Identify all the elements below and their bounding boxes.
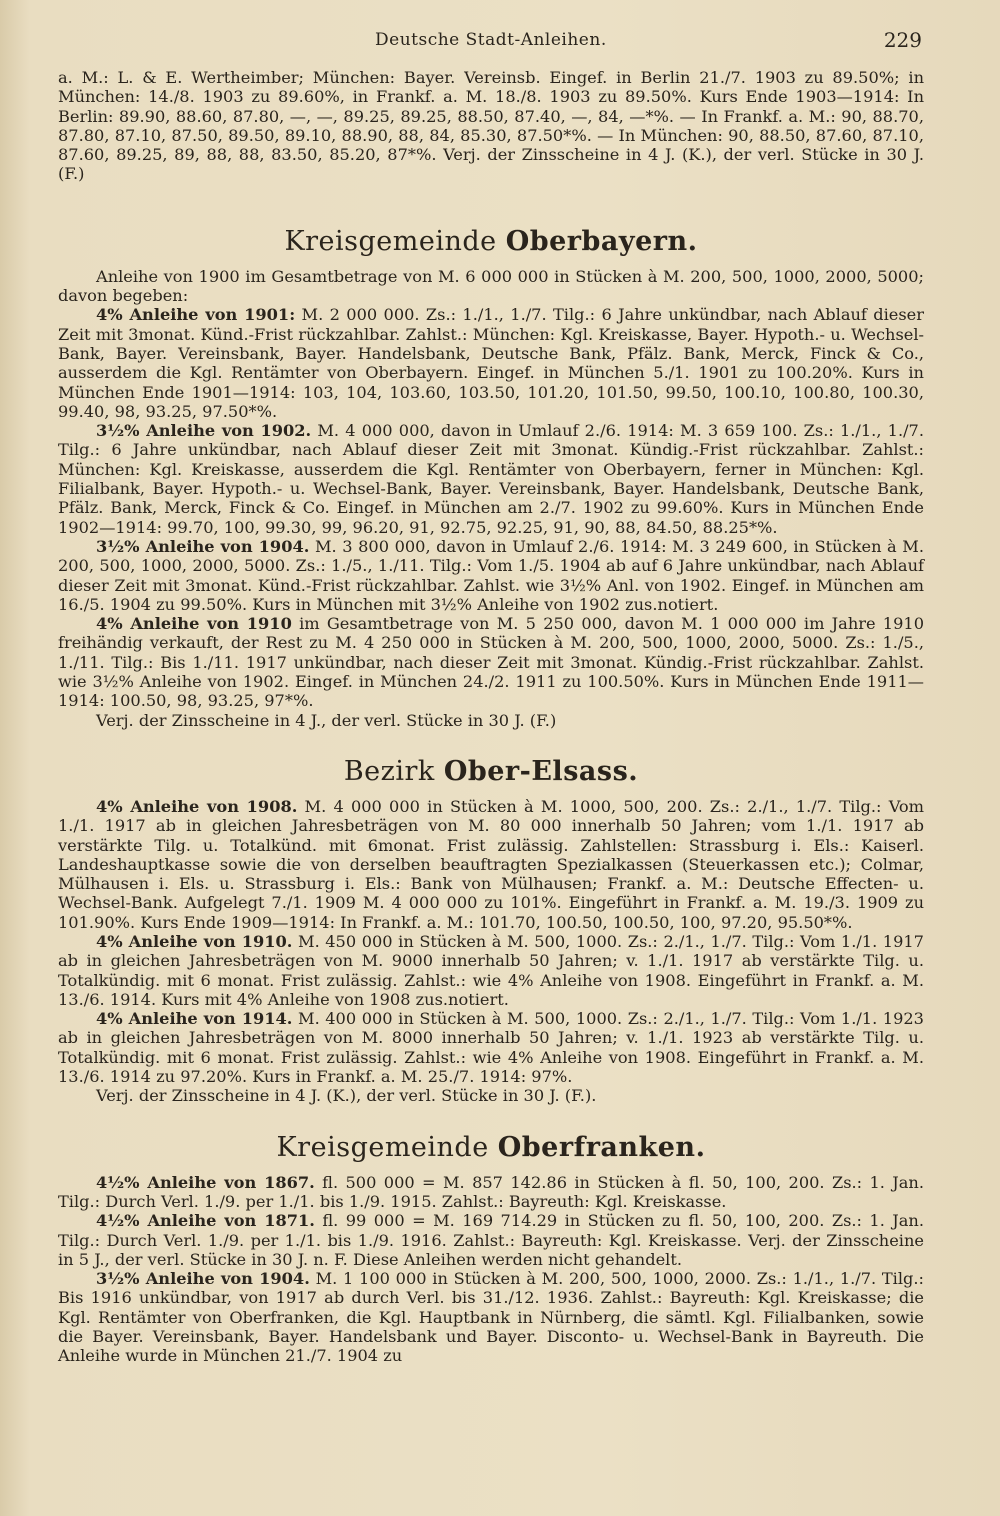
- section-heading-prefix: Kreisgemeinde: [276, 1131, 498, 1163]
- loan-title: 3½% Anleihe von 1904.: [96, 1269, 310, 1289]
- loan-text: M. 1 100 000 in Stücken à M. 200, 500, 1000, 2000. Zs.: 1./1., 1./7. Tilg.: Bis 1916 unkündbar, von 1917 ab durch Verl. bis 31./12. 1936. Zahlst.: Bayreuth: Kgl. Kreiskasse; die Kgl. Rentämter von Oberfranken, die Kgl. Hauptbank in Nürnberg, die sämtl. Kgl. Filialbanken, sowie die Bayer. Vereinsbank, Bayer. Handelsbank und Bayer. Disconto- u. Wechsel-Bank in Bayreuth. Die Anleihe wurde in München 21./7. 1904 zu: [58, 1269, 925, 1366]
- section-heading-oberfranken: [58, 1132, 924, 1164]
- loan-text: M. 3 800 000, davon in Umlauf 2./6. 1914: M. 3 249 600, in Stücken à M. 200, 500, 1000, 2000, 5000. Zs.: 1./5., 1./11. Tilg.: Vom 1./5. 1904 ab auf 6 Jahre unkündbar, nach Ablauf dieser Zeit mit 3monat. Künd.-Frist rückzahlbar. Zahlst. wie 3½% Anl. von 1902. Eingef. in München am 16./5. 1904 zu 99.50%. Kurs in München mit 3½% Anleihe von 1902 zus.notiert.: [58, 536, 924, 614]
- section-heading-prefix: Kreisgemeinde: [284, 225, 506, 257]
- section-heading-prefix: Bezirk: [343, 755, 444, 787]
- section-heading-oberbayern: [58, 226, 924, 258]
- loan-text: M. 4 000 000 in Stücken à M. 1000, 500, 200. Zs.: 2./1., 1./7. Tilg.: Vom 1./1. 1917 ab in gleichen Jahresbeträgen von M. 80 000 innerhalb 50 Jahren; vom 1./1. 1917 ab verstärkte Tilg. u. Totalkünd. mit 6monat. Frist zulässig. Zahlstellen: Strassburg i. Els.: Kaiserl. Landeshauptkasse sowie die von derselben beauftragten Spezialkassen (Steuerkassen etc.); Colmar, Mülhausen i. Els. u. Strassburg i. Els.: Bank von Mülhausen; Frankf. a. M.: Deutsche Effecten- u. Wechsel-Bank. Aufgelegt 7./1. 1909 M. 4 000 000 zu 101%. Eingeführt in Frankf. a. M. 19./3. 1909 zu 101.90%. Kurs Ende 1909—1914: In Frankf. a. M.: 101.70, 100.50, 100.50, 100, 97.20, 95.50*%.: [58, 796, 924, 932]
- loan-text: M. 400 000 in Stücken à M. 500, 1000. Zs.: 2./1., 1./7. Tilg.: Vom 1./1. 1923 ab in gleichen Jahresbeträgen von M. 8000 innerhalb 50 Jahren; v. 1./1. 1923 ab verstärkte Tilg. u. Totalkündig. mit 6 monat. Frist zulässig. Zahlst.: wie 4% Anleihe von 1908. Eingeführt in Frankf. a. M. 13./6. 1914 zu 97.20%. Kurs in Frankf. a. M. 25./7. 1914: 97%.: [58, 1009, 924, 1087]
- loan-title: 4½% Anleihe von 1867.: [96, 1172, 315, 1192]
- continued-paragraph: a. M.: L. & E. Wertheimber; München: Bayer. Vereinsb. Eingef. in Berlin 21./7. 1903 zu 89.50%; in München: 14./8. 1903 zu 89.60%, in Frankf. a. M. 18./8. 1903 zu 89.50%. Kurs Ende 1903—1914: In Berlin: 89.90, 88.60, 87.80, —, —, 89.25, 89.25, 88.50, 87.40, —, 84, —*%. — In Frankf. a. M.: 90, 88.70, 87.80, 87.10, 87.50, 89.50, 89.10, 88.90, 88, 84, 85.30, 87.50*%. — In München: 90, 88.50, 87.60, 87.10, 87.60, 89.25, 89, 88, 88, 83.50, 85.20, 87*%. Verj. der Zinsscheine in 4 J. (K.), der verl. Stücke in 30 J. (F.): [58, 68, 924, 184]
- paragraph: Verj. der Zinsscheine in 4 J. (K.), der verl. Stücke in 30 J. (F.).: [96, 1086, 597, 1106]
- section-heading-name: Oberbayern.: [505, 225, 698, 257]
- paragraph: Verj. der Zinsscheine in 4 J., der verl. Stücke in 30 J. (F.): [96, 710, 557, 730]
- page-header: [0, 28, 1000, 56]
- paragraph: [58, 305, 924, 421]
- loan-text: M. 4 000 000, davon in Umlauf 2./6. 1914: M. 3 659 100. Zs.: 1./1., 1./7. Tilg.: 6 Jahre unkündbar, nach Ablauf dieser Zeit mit 3monat. Kündig.-Frist rückzahlbar. Zahlst.: München: Kgl. Kreiskasse, ausserdem die Kgl. Rentämter von Oberbayern, ferner in München: Kgl. Filialbank, Bayer. Hypoth.- u. Wechsel-Bank, Bayer. Vereinsbank, Bayer. Handelsbank, Deutsche Bank, Pfälz. Bank, Merck, Finck & Co. Eingef. in München am 2./7. 1902 zu 99.60%. Kurs in München Ende 1902—1914: 99.70, 100, 99.30, 99, 96.20, 91, 92.75, 92.25, 91, 90, 88, 84.50, 88.25*%.: [58, 421, 924, 537]
- page-number: 229: [883, 28, 922, 52]
- page-body: [58, 68, 924, 1366]
- loan-title: 4% Anleihe von 1910.: [96, 931, 293, 951]
- loan-text: M. 450 000 in Stücken à M. 500, 1000. Zs.: 2./1., 1./7. Tilg.: Vom 1./1. 1917 ab in gleichen Jahresbeträgen von M. 9000 innerhalb 50 Jahren; v. 1./1. 1917 ab verstärkte Tilg. u. Totalkündig. mit 6 monat. Frist zulässig. Zahlst.: wie 4% Anleihe von 1908. Eingeführt in Frankf. a. M. 13./6. 1914. Kurs mit 4% Anleihe von 1908 zus.notiert.: [58, 931, 924, 1009]
- paragraph: [58, 932, 924, 1009]
- loan-title: 4% Anleihe von 1910: [96, 614, 292, 634]
- section-heading-name: Oberfranken.: [497, 1131, 706, 1163]
- loan-text: M. 2 000 000. Zs.: 1./1., 1./7. Tilg.: 6 Jahre unkündbar, nach Ablauf dieser Zeit mit 3monat. Künd.-Frist rückzahlbar. Zahlst.: München: Kgl. Kreiskasse, Bayer. Hypoth.- u. Wechsel-Bank, Bayer. Vereinsbank, Bayer. Handelsbank, Deutsche Bank, Pfälz. Bank, Merck, Finck & Co., ausserdem die Kgl. Rentämter von Oberbayern. Eingef. in München 5./1. 1901 zu 100.20%. Kurs in München Ende 1901—1914: 103, 104, 103.60, 103.50, 101.20, 101.50, 99.50, 100.10, 100.80, 100.30, 99.40, 98, 93.25, 97.50*%.: [58, 305, 924, 421]
- loan-text: im Gesamtbetrage von M. 5 250 000, davon M. 1 000 000 im Jahre 1910 freihändig verkauft, der Rest zu M. 4 250 000 in Stücken à M. 200, 500, 1000, 2000, 5000. Zs.: 1./5., 1./11. Tilg.: Bis 1./11. 1917 unkündbar, nach dieser Zeit mit 3monat. Kündig.-Frist rückzahlbar. Zahlst. wie 3½% Anleihe von 1902. Eingef. in München 24./2. 1911 zu 100.50%. Kurs in München Ende 1911—1914: 100.50, 98, 93.25, 97*%.: [58, 614, 924, 711]
- loan-text: fl. 500 000 = M. 857 142.86 in Stücken à fl. 50, 100, 200. Zs.: 1. Jan. Tilg.: Durch Verl. 1./9. per 1./1. bis 1./9. 1915. Zahlst.: Bayreuth: Kgl. Kreiskasse.: [58, 1172, 925, 1211]
- paragraph: [58, 1173, 924, 1212]
- loan-title: 3½% Anleihe von 1904.: [96, 536, 310, 556]
- loan-title: 4% Anleihe von 1908.: [96, 796, 298, 816]
- paragraph: [58, 1211, 924, 1269]
- paragraph: [58, 614, 924, 710]
- loan-title: 4% Anleihe von 1901:: [96, 305, 296, 325]
- paragraph: Anleihe von 1900 im Gesamtbetrage von M. 6 000 000 in Stücken à M. 200, 500, 1000, 2000, 5000; davon begeben:: [58, 266, 924, 306]
- loan-text: fl. 99 000 = M. 169 714.29 in Stücken zu fl. 50, 100, 200. Zs.: 1. Jan. Tilg.: Durch Verl. 1./9. per 1./1. bis 1./9. 1916. Zahlst.: Bayreuth: Kgl. Kreiskasse. Verj. der Zinsscheine in 5 J., der verl. Stücke in 30 J. n. F. Diese Anleihen werden nicht gehandelt.: [58, 1211, 924, 1269]
- paragraph: [58, 421, 924, 537]
- paragraph: [58, 797, 924, 932]
- paragraph: [58, 1009, 924, 1086]
- paragraph: [58, 537, 924, 614]
- loan-title: 4% Anleihe von 1914.: [96, 1009, 293, 1029]
- paragraph: [58, 1269, 924, 1365]
- section-heading-name: Ober-Elsass.: [443, 755, 639, 787]
- loan-title: 4½% Anleihe von 1871.: [96, 1211, 315, 1231]
- running-title: Deutsche Stadt-Anleihen.: [375, 30, 607, 50]
- loan-title: 3½% Anleihe von 1902.: [96, 421, 312, 441]
- section-heading-ober-elsass: [58, 756, 924, 788]
